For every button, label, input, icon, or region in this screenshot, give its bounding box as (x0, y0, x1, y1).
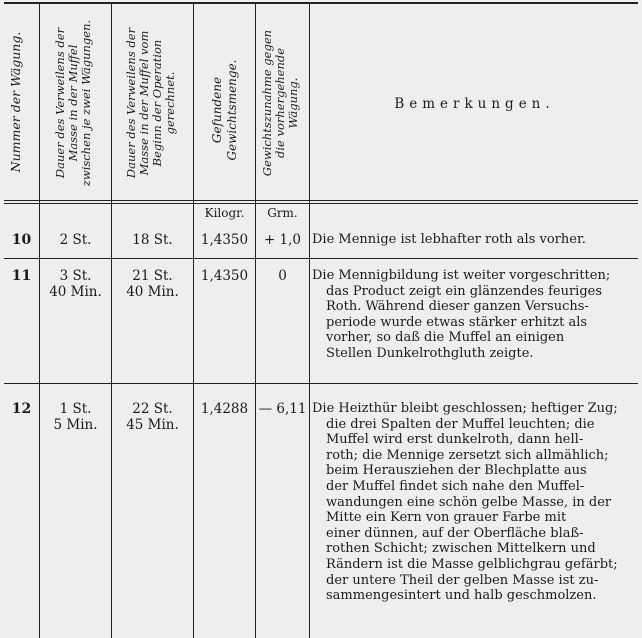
duration-between (40, 268, 111, 300)
header-nummer (9, 27, 25, 177)
header-bemerkungen: Bemerkungen. (394, 96, 555, 112)
weight-gain: — 6,11 (258, 401, 307, 417)
duration-total (112, 401, 193, 433)
remarks (312, 268, 630, 362)
header-gewichtszunahme-l2: die vorhergehende (273, 47, 287, 159)
remark-line: der untere Theil der gelben Masse ist zu- (326, 572, 599, 588)
remark-line: wandungen eine schön gelbe Masse, in der (326, 494, 612, 510)
header-bottom-rule (4, 200, 638, 201)
col-divider-4 (255, 2, 256, 638)
header-dauer-zwischen-l3: zwischen je zwei Wägungen. (79, 19, 93, 187)
row-number: 10 (11, 232, 32, 248)
duration-between-hours: 1 St. (59, 401, 92, 417)
col-divider-1 (39, 2, 40, 638)
unit-kilogramm: Kilogr. (204, 206, 245, 220)
remark-line: der Muffel findet sich nahe den Muffel- (326, 478, 585, 494)
remark-line: Die Mennige ist lebhafter roth als vorher. (312, 232, 586, 247)
weight-value: 1,4288 (200, 401, 249, 417)
header-bottom-rule-2 (4, 203, 638, 204)
remarks (312, 232, 630, 248)
remark-line: Roth. Während dieser ganzen Versuchs- (326, 299, 589, 315)
header-dauer-zwischen-l2: Masse in der Muffel (66, 44, 80, 162)
remark-line: Stellen Dunkelrothgluth zeigte. (326, 345, 534, 361)
remark-line: roth; die Mennige zersetzt sich allmählich; (326, 447, 609, 463)
duration-total-minutes: 45 Min. (126, 417, 179, 433)
remark-line: Die Mennigbildung ist weiter vorgeschritten; (312, 268, 611, 283)
weight-value: 1,4350 (200, 268, 249, 284)
remark-line: beim Herausziehen der Blechplatte aus (326, 463, 587, 479)
duration-total (112, 268, 193, 300)
duration-total: 18 St. (132, 232, 173, 248)
remark-line: rothen Schicht; zwischen Mittelkern und (326, 541, 596, 557)
header-dauer-gesamt-l3: Beginn der Operation (150, 39, 164, 167)
table-top-rule (4, 2, 638, 4)
header-dauer-zwischen (54, 8, 96, 198)
col-divider-5 (309, 2, 310, 638)
header-nummer-text: Nummer der Wägung. (8, 31, 23, 173)
row-divider-11 (4, 383, 638, 384)
duration-total-hours: 22 St. (132, 401, 173, 417)
header-gewichtszunahme (261, 10, 303, 196)
duration-between-hours: 3 St. (59, 268, 92, 284)
header-dauer-gesamt (125, 8, 179, 198)
duration-total-minutes: 40 Min. (126, 284, 179, 300)
remark-line: einer dünnen, auf der Oberfläche blaß- (326, 525, 584, 541)
header-dauer-gesamt-l1: Dauer des Verweilens der (124, 27, 138, 179)
remark-line: Die Heizthür bleibt geschlossen; heftiger Zug; (312, 401, 618, 416)
header-dauer-zwischen-l1: Dauer des Verweilens der (53, 27, 67, 179)
header-dauer-gesamt-l4: gerechnet. (163, 71, 177, 135)
remark-line: periode wurde etwas stärker erhitzt als (326, 314, 588, 330)
duration-between-minutes: 5 Min. (53, 417, 98, 433)
col-divider-3 (193, 2, 194, 638)
header-gewichtsmenge-l1: Gefundene (210, 76, 224, 144)
row-number: 12 (11, 401, 32, 417)
duration-total-hours: 21 St. (132, 268, 173, 284)
remark-line: die drei Spalten der Muffel leuchten; die (326, 416, 595, 432)
unit-gramm: Grm. (267, 206, 298, 220)
remark-line: Rändern ist die Masse gelblichgrau gefärbt; (326, 556, 618, 572)
remark-line: sammengesintert und halb geschmolzen. (326, 588, 597, 604)
header-gewichtszunahme-l3: Wägung. (286, 77, 300, 129)
header-dauer-gesamt-l2: Masse in der Muffel vom (137, 30, 151, 176)
row-divider-10 (4, 258, 638, 259)
header-gewichtsmenge (210, 36, 240, 184)
remarks (312, 401, 630, 604)
header-gewichtsmenge-l2: Gewichtsmenge. (225, 59, 239, 161)
duration-between (40, 401, 111, 433)
row-number: 11 (11, 268, 32, 284)
remark-line: Muffel wird erst dunkelroth, dann hell- (326, 432, 584, 448)
remark-line: das Product zeigt ein glänzendes feuriges (326, 283, 603, 299)
header-gewichtszunahme-l1: Gewichtszunahme gegen (260, 29, 274, 177)
remark-line: Mitte ein Kern von grauer Farbe mit (326, 510, 567, 526)
duration-between-minutes: 40 Min. (49, 284, 102, 300)
weight-gain: + 1,0 (263, 232, 302, 248)
col-divider-2 (111, 2, 112, 638)
weight-gain: 0 (278, 268, 287, 284)
remark-line: vorher, so daß die Muffel an einigen (326, 330, 565, 346)
duration-between: 2 St. (59, 232, 92, 248)
weight-value: 1,4350 (200, 232, 249, 248)
